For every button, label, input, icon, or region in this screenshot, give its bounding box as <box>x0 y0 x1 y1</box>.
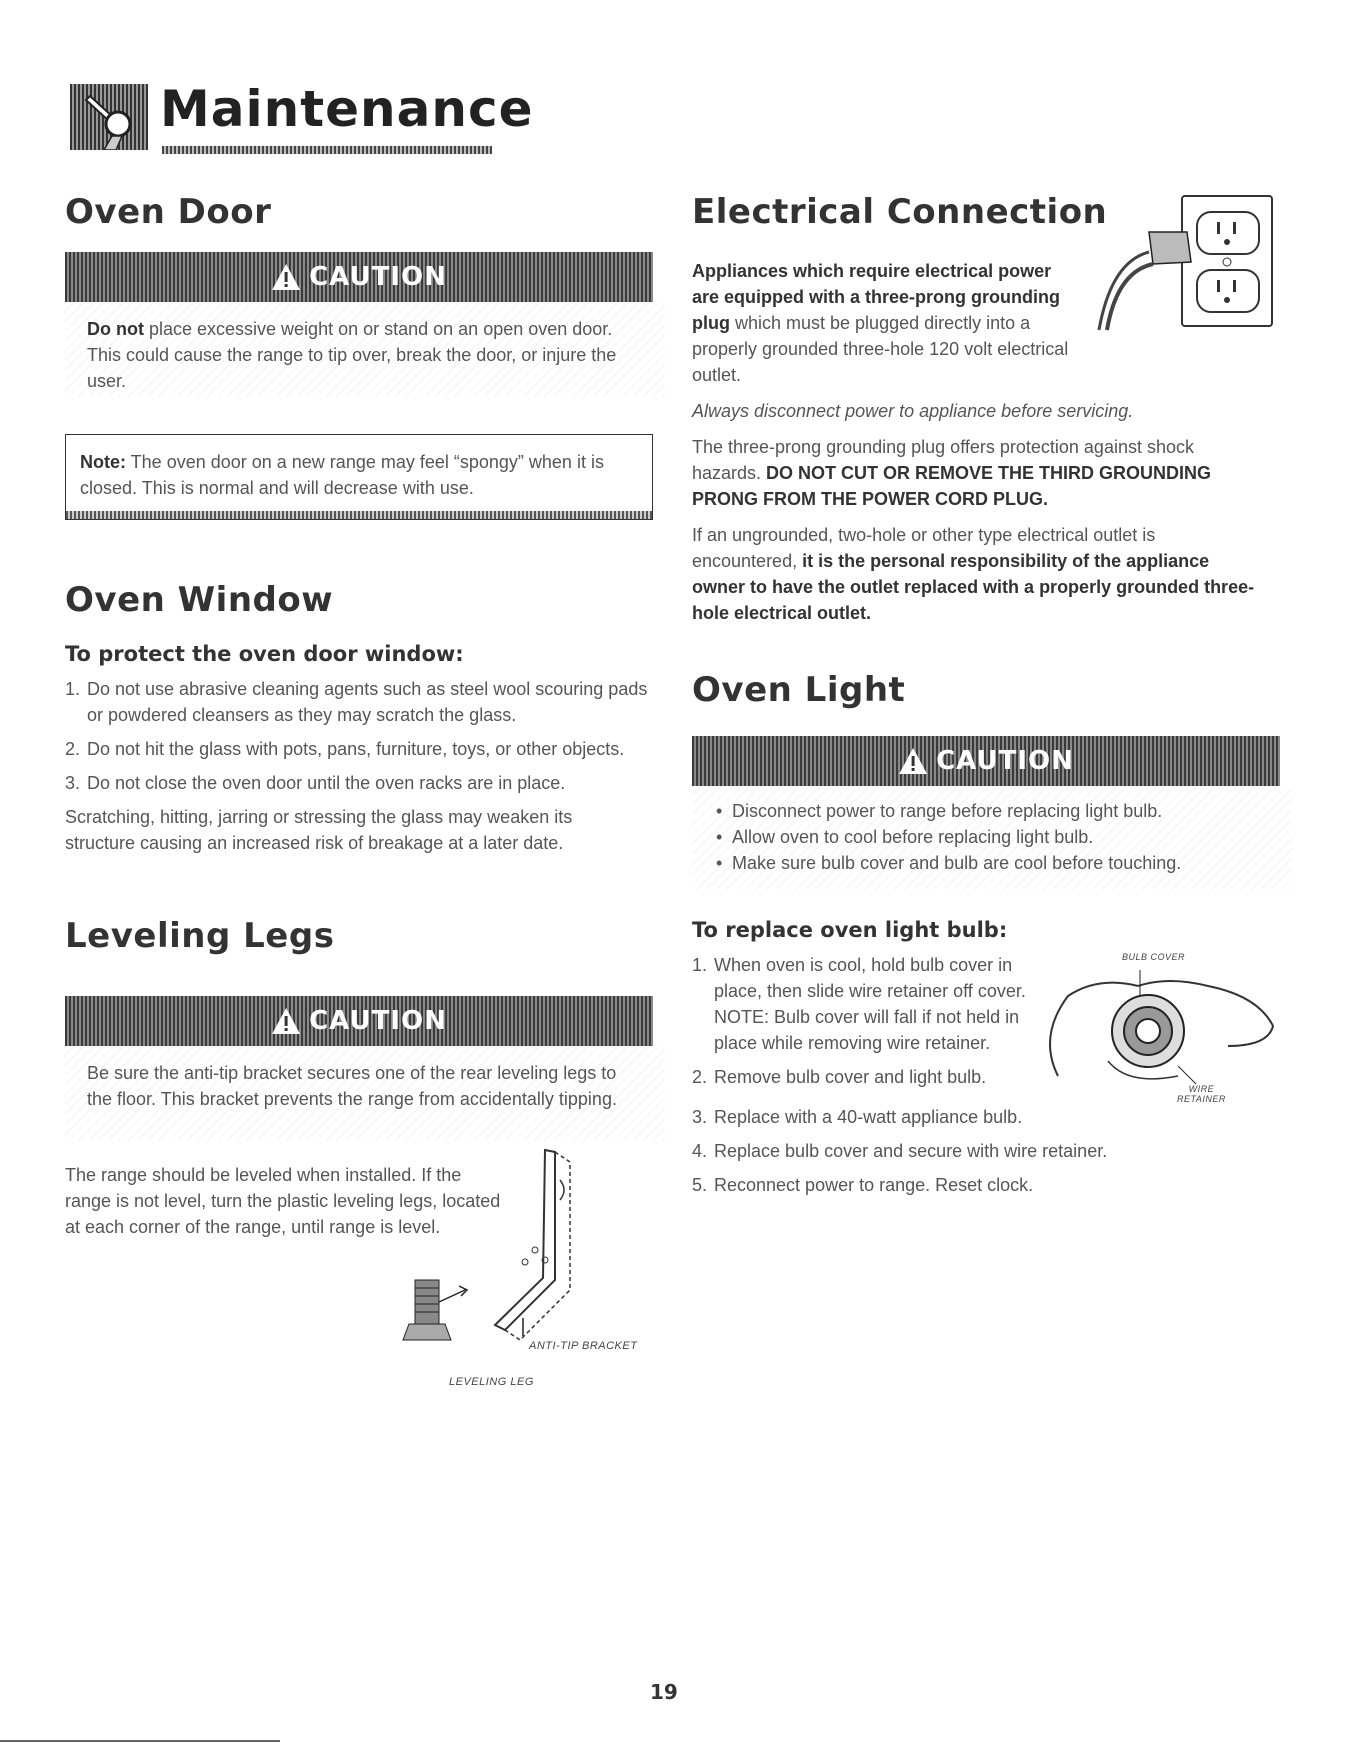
electrical-p3-bold: it is the personal responsibility of the appliance owner to have the outlet replaced with a properly grounded three-hole electrical outlet. <box>692 551 1255 623</box>
step-text: Replace with a 40-watt appliance bulb. <box>714 1107 1023 1127</box>
electrical-warning-italic: Always disconnect power to appliance before servicing. <box>692 401 1134 421</box>
title-rule <box>162 146 492 154</box>
leveling-legs-heading: Leveling Legs <box>65 916 335 956</box>
step-text: Do not close the oven door until the oven racks are in place. <box>87 773 566 793</box>
oven-light-caution <box>692 736 1292 890</box>
caution-banner <box>692 736 1280 786</box>
bulb-cover-label: BULB COVER <box>1122 952 1186 962</box>
note-box <box>65 434 653 520</box>
anti-tip-bracket-label: ANTI-TIP BRACKET <box>529 1340 638 1352</box>
list-item <box>692 1064 992 1090</box>
caution-text: Be sure the anti-tip bracket secures one of the rear leveling legs to the floor. This bracket prevents the range from accidentally tipping. <box>65 1046 665 1140</box>
list-item <box>65 676 665 728</box>
caution-text <box>65 302 665 396</box>
oven-light-heading: Oven Light <box>692 670 906 710</box>
wire-retainer-label <box>1177 1084 1226 1104</box>
note-text: The oven door on a new range may feel “spongy” when it is closed. This is normal and will decrease with use. <box>80 452 604 498</box>
step-number: 4. <box>692 1141 708 1161</box>
list-item: • Make sure bulb cover and bulb are cool before touching. <box>714 850 1270 876</box>
footer-rule <box>0 1740 280 1742</box>
leveling-legs-body: The range should be leveled when installed. If the range is not level, turn the plastic leveling legs, located at each corner of the range, until range is level. <box>65 1165 501 1237</box>
left-column <box>65 192 665 1392</box>
electrical-intro-bold: Appliances which require electrical power are equipped with a three-prong grounding plug <box>692 261 1060 333</box>
electrical-p2-bold: DO NOT CUT OR REMOVE THE THIRD GROUNDING PRONG FROM THE POWER CORD PLUG. <box>692 463 1212 509</box>
electrical-heading: Electrical Connection <box>692 192 1108 232</box>
step-text: Replace bulb cover and secure with wire retainer. <box>714 1141 1108 1161</box>
electrical-p2-text: The three-prong grounding plug offers protection against shock hazards. <box>692 437 1194 483</box>
caution-body-text: place excessive weight on or stand on an open oven door. This could cause the range to tip over, break the door, or injure the user. <box>87 319 617 391</box>
leveling-legs-section <box>65 1162 665 1392</box>
caution-label: CAUTION <box>309 262 447 292</box>
step-text: When oven is cool, hold bulb cover in place, then slide wire retainer off cover. NOTE: Bulb cover will fall if not held in place while removing wire retainer. <box>714 955 1026 1053</box>
warning-triangle-icon <box>271 263 301 291</box>
caution-banner <box>65 252 653 302</box>
list-item <box>692 1104 1292 1130</box>
right-column <box>692 192 1292 1206</box>
step-number: 2. <box>65 739 81 759</box>
caution-bold: Do not <box>87 319 144 339</box>
step-text: Do not use abrasive cleaning agents such as steel wool scouring pads or powdered cleansers as they may scratch the glass. <box>87 679 648 725</box>
step-text: Remove bulb cover and light bulb. <box>714 1067 987 1087</box>
oven-door-caution <box>65 252 665 396</box>
electrical-intro <box>692 258 1082 388</box>
caution-label: CAUTION <box>309 1006 447 1036</box>
outlet-plug-illustration <box>1087 192 1277 332</box>
list-item: • Disconnect power to range before replacing light bulb. <box>714 798 1270 824</box>
step-number: 3. <box>692 1107 708 1127</box>
oven-light-steps-section <box>692 952 1292 1198</box>
step-number: 5. <box>692 1175 708 1195</box>
list-item <box>692 1138 1292 1164</box>
caution-bullets <box>692 786 1292 890</box>
warning-triangle-icon <box>271 1007 301 1035</box>
list-item <box>692 952 1032 1056</box>
anti-tip-bracket-illustration <box>395 1140 595 1360</box>
step-text: Reconnect power to range. Reset clock. <box>714 1175 1034 1195</box>
wrench-icon <box>70 84 148 150</box>
leveling-legs-caution <box>65 996 665 1140</box>
electrical-section <box>692 192 1292 626</box>
list-item <box>692 1172 1292 1198</box>
electrical-p3-text: If an ungrounded, two-hole or other type electrical outlet is encountered, <box>692 525 1156 571</box>
page-header <box>70 62 534 162</box>
caution-banner <box>65 996 653 1046</box>
leveling-leg-label: LEVELING LEG <box>449 1376 534 1388</box>
step-number: 2. <box>692 1067 708 1087</box>
step-number: 1. <box>692 955 708 975</box>
list-item <box>65 736 665 762</box>
oven-window-closing: Scratching, hitting, jarring or stressing the glass may weaken its structure causing an increased risk of breakage at a later date. <box>65 807 573 853</box>
oven-window-subheading: To protect the oven door window: <box>65 642 464 666</box>
page-number: 19 <box>650 1680 678 1704</box>
step-number: 3. <box>65 773 81 793</box>
oven-window-steps <box>65 676 665 796</box>
bulb-cover-illustration <box>1028 966 1278 1096</box>
note-label: Note: <box>80 452 126 472</box>
wire-label-line-2: RETAINER <box>1177 1094 1226 1104</box>
page-title: Maintenance <box>160 80 534 138</box>
list-item: • Allow oven to cool before replacing light bulb. <box>714 824 1270 850</box>
wire-label-line-1: WIRE <box>1188 1084 1215 1094</box>
electrical-paragraph-2 <box>692 434 1242 512</box>
oven-door-heading: Oven Door <box>65 192 272 232</box>
list-item <box>65 770 665 796</box>
warning-triangle-icon <box>898 747 928 775</box>
step-number: 1. <box>65 679 81 699</box>
electrical-intro-text: which must be plugged directly into a properly grounded three-hole 120 volt electrical outlet. <box>692 313 1069 385</box>
caution-label: CAUTION <box>936 746 1074 776</box>
oven-light-subheading: To replace oven light bulb: <box>692 918 1008 942</box>
oven-window-heading: Oven Window <box>65 580 334 620</box>
step-text: Do not hit the glass with pots, pans, furniture, toys, or other objects. <box>87 739 625 759</box>
electrical-paragraph-3 <box>692 522 1262 626</box>
